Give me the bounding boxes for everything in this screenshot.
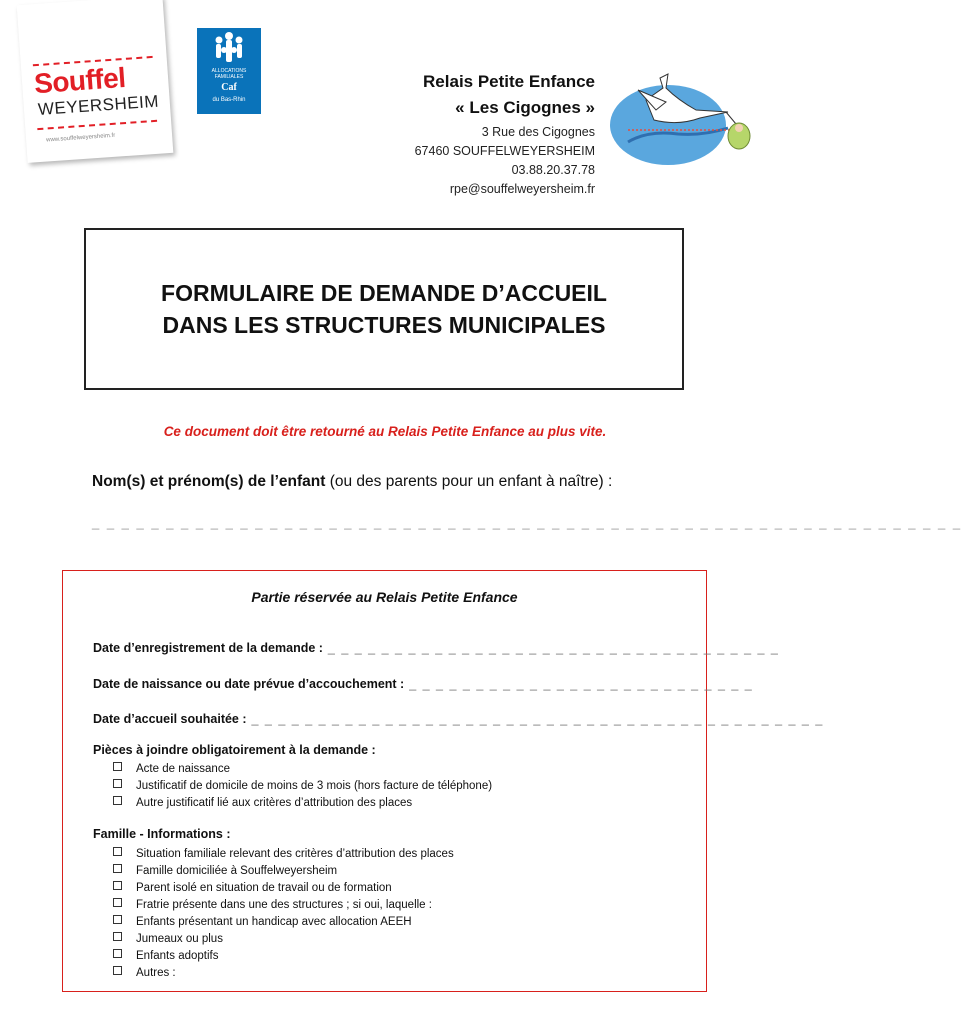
registration-date-field[interactable] xyxy=(93,641,779,655)
pieces-heading: Pièces à joindre obligatoirement à la demande : xyxy=(93,743,376,757)
checklist-item[interactable] xyxy=(113,795,492,812)
caf-logo xyxy=(197,28,261,114)
child-name-field[interactable]: _ _ _ _ _ _ _ _ _ _ _ _ _ _ _ _ _ _ _ _ _ _ _ _ _ _ _ _ _ _ _ _ _ _ _ _ _ _ _ _ _ _ _ _ _ _ _ _ _ _ _ _ _ _ _ _ _ _ _ xyxy=(92,515,962,530)
checklist-item-label: Autre justificatif lié aux critères d’attribution des places xyxy=(136,797,413,809)
form-title-line2: DANS LES STRUCTURES MUNICIPALES xyxy=(162,312,606,338)
checkbox[interactable] xyxy=(113,966,122,975)
checklist-item[interactable] xyxy=(113,897,454,914)
checklist-item[interactable] xyxy=(113,914,454,931)
souffel-weyersheim-logo xyxy=(17,0,174,163)
checklist-item-label: Justificatif de domicile de moins de 3 mois (hors facture de téléphone) xyxy=(136,780,493,792)
checkbox[interactable] xyxy=(113,949,122,958)
form-title-line1: FORMULAIRE DE DEMANDE D’ACCUEIL xyxy=(161,280,607,306)
phone-number: 03.88.20.37.78 xyxy=(511,163,595,177)
checklist-item-label: Enfants adoptifs xyxy=(136,950,219,962)
reserved-section xyxy=(62,570,824,992)
reception-date-label: Date d’accueil souhaitée : xyxy=(93,712,247,726)
registration-date-label: Date d’enregistrement de la demande : xyxy=(93,641,323,655)
return-notice: Ce document doit être retourné au Relais Petite Enfance au plus vite. xyxy=(163,424,607,439)
checkbox[interactable] xyxy=(113,864,122,873)
child-name-label-bold: Nom(s) et prénom(s) de l’enfant xyxy=(92,473,326,490)
birth-date-blank[interactable]: _ _ _ _ _ _ _ _ _ _ _ _ _ _ _ _ _ _ _ _ _ _ _ _ _ _ xyxy=(404,677,754,691)
famille-list xyxy=(113,846,454,982)
checklist-item-label: Autres : xyxy=(136,967,176,979)
checkbox[interactable] xyxy=(113,796,122,805)
checklist-item-label: Acte de naissance xyxy=(136,763,230,775)
reception-date-field[interactable] xyxy=(93,712,824,726)
logo-dash-bottom xyxy=(37,120,157,130)
checklist-item[interactable] xyxy=(113,931,454,948)
famille-heading: Famille - Informations : xyxy=(93,827,231,841)
checkbox[interactable] xyxy=(113,915,122,924)
email-address[interactable]: rpe@souffelweyersheim.fr xyxy=(449,182,595,196)
logo-tagline: www.souffelweyersheim.fr xyxy=(45,132,116,144)
registration-date-blank[interactable]: _ _ _ _ _ _ _ _ _ _ _ _ _ _ _ _ _ _ _ _ _ _ _ _ _ _ _ _ _ _ _ _ _ _ xyxy=(322,641,780,655)
checklist-item-label: Parent isolé en situation de travail ou de formation xyxy=(136,882,392,894)
checklist-item[interactable] xyxy=(113,863,454,880)
birth-date-field[interactable] xyxy=(93,677,753,691)
checklist-item[interactable] xyxy=(113,778,492,795)
caf-figures-icon xyxy=(197,28,261,68)
checkbox[interactable] xyxy=(113,932,122,941)
stork-logo-icon xyxy=(608,70,758,170)
caf-tagline: ALLOCATIONS FAMILIALES xyxy=(211,68,247,80)
rpe-name: « Les Cigognes » xyxy=(455,98,595,117)
child-name-label xyxy=(92,473,612,491)
address-city: 67460 SOUFFELWEYERSHEIM xyxy=(414,144,595,158)
birth-date-label: Date de naissance ou date prévue d’accouchement : xyxy=(93,677,405,691)
checkbox[interactable] xyxy=(113,779,122,788)
logo-weyersheim-text: WEYERSHEIM xyxy=(37,91,160,120)
checkbox[interactable] xyxy=(113,847,122,856)
checklist-item-label: Jumeaux ou plus xyxy=(136,933,223,945)
checklist-item[interactable] xyxy=(113,761,492,778)
address-street: 3 Rue des Cigognes xyxy=(481,125,595,139)
checkbox[interactable] xyxy=(113,881,122,890)
caf-name: Caf xyxy=(221,82,237,93)
rpe-title: Relais Petite Enfance xyxy=(423,72,595,91)
reserved-section-title: Partie réservée au Relais Petite Enfance xyxy=(251,589,518,605)
checklist-item[interactable] xyxy=(113,846,454,863)
logo-souffel-text: Souffel xyxy=(33,61,127,100)
caf-region: du Bas-Rhin xyxy=(212,97,246,103)
child-name-label-rest: (ou des parents pour un enfant à naître) : xyxy=(325,473,613,490)
checkbox[interactable] xyxy=(113,898,122,907)
checklist-item-label: Fratrie présente dans une des structures ; si oui, laquelle : xyxy=(136,899,432,911)
checklist-item-label: Enfants présentant un handicap avec allocation AEEH xyxy=(136,916,412,928)
pieces-list xyxy=(113,761,492,812)
reception-date-blank[interactable]: _ _ _ _ _ _ _ _ _ _ _ _ _ _ _ _ _ _ _ _ _ _ _ _ _ _ _ _ _ _ _ _ _ _ _ _ _ _ _ _ _ _ _ xyxy=(246,712,824,726)
checklist-item-label: Famille domiciliée à Souffelweyersheim xyxy=(136,865,338,877)
form-title-box xyxy=(84,228,684,390)
checklist-item[interactable] xyxy=(113,880,454,897)
checkbox[interactable] xyxy=(113,762,122,771)
checklist-item-label: Situation familiale relevant des critères d’attribution des places xyxy=(136,848,454,860)
checklist-item[interactable] xyxy=(113,948,454,965)
checklist-item[interactable] xyxy=(113,965,454,982)
